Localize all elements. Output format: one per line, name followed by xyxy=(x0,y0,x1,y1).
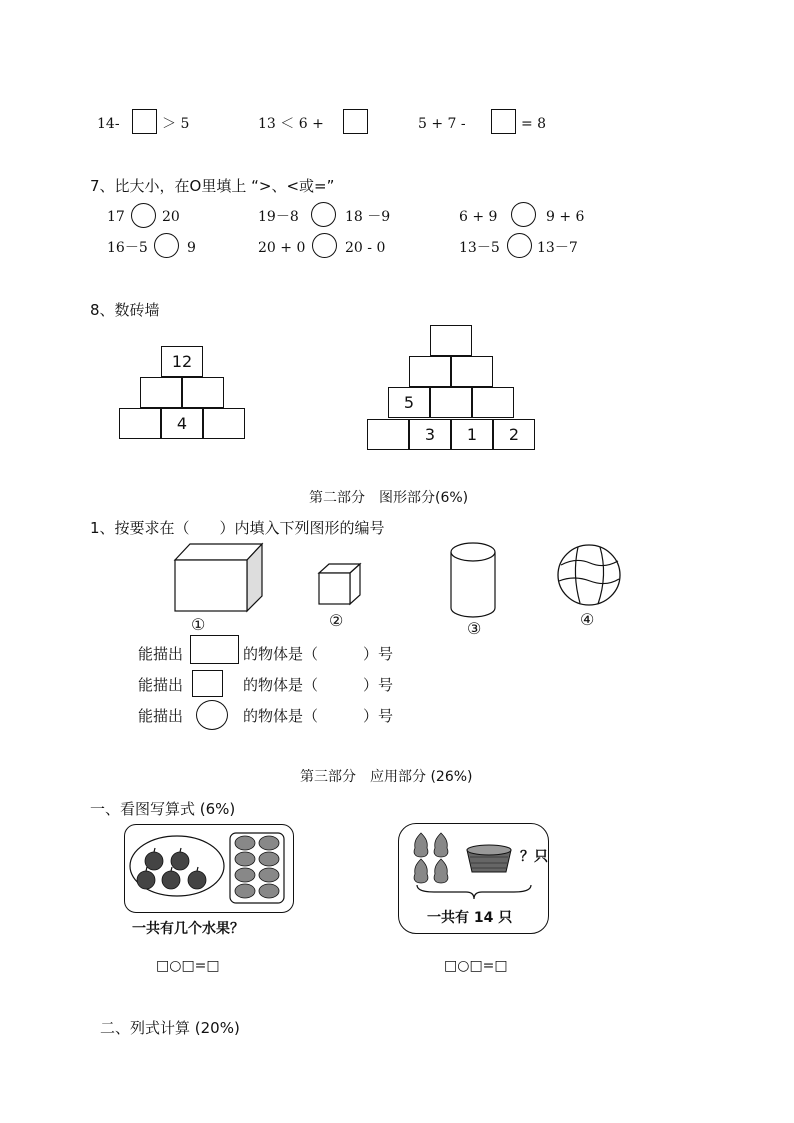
formula: □○□=□ xyxy=(156,958,220,974)
part2-q1-title: 1、按要求在（ ）内填入下列图形的编号 xyxy=(90,519,385,537)
cube-icon xyxy=(316,561,366,609)
cmp-right: 9 xyxy=(187,240,196,256)
ball-icon xyxy=(556,543,624,607)
compare-circle[interactable] xyxy=(312,233,337,258)
brace-icon xyxy=(414,882,534,902)
eq1-right: ＞ 5 xyxy=(162,116,190,132)
pic1-caption: 一共有几个水果？ xyxy=(132,921,244,937)
answer-box[interactable] xyxy=(491,109,516,134)
brick: 5 xyxy=(388,387,430,418)
compare-circle[interactable] xyxy=(154,233,179,258)
eq1-left: 14- xyxy=(97,116,120,132)
eq2-left: 13 ＜ 6 + xyxy=(258,116,324,132)
cylinder-icon xyxy=(448,541,498,621)
part2-heading: 第二部分 图形部分(6%) xyxy=(309,490,469,506)
brick[interactable] xyxy=(430,387,472,418)
cmp-left: 13－5 xyxy=(459,240,500,256)
square-icon xyxy=(192,670,223,697)
part3-heading: 第三部分 应用部分 (26%) xyxy=(300,769,473,785)
eq3-right: = 8 xyxy=(521,116,547,132)
basket-icon xyxy=(464,842,514,876)
brick[interactable] xyxy=(367,419,409,450)
brick[interactable] xyxy=(451,356,493,387)
cmp-left: 6 + 9 xyxy=(459,209,498,225)
cmp-right: 20 - 0 xyxy=(345,240,386,256)
brick[interactable] xyxy=(203,408,245,439)
brick: 2 xyxy=(493,419,535,450)
cmp-left: 16－5 xyxy=(107,240,148,256)
rectangle-icon xyxy=(190,635,239,664)
cmp-left: 19－8 xyxy=(258,209,299,225)
apples-icon xyxy=(127,833,227,899)
cmp-left: 17 xyxy=(107,209,125,225)
compare-circle[interactable] xyxy=(131,203,156,228)
brick: 4 xyxy=(161,408,203,439)
cmp-right: 13－7 xyxy=(537,240,578,256)
brick: 1 xyxy=(451,419,493,450)
cmp-right: 9 + 6 xyxy=(546,209,585,225)
answer-box[interactable] xyxy=(132,109,157,134)
shape-label: ② xyxy=(329,611,344,630)
cmp-right: 20 xyxy=(162,209,180,225)
line-pre: 能描出 xyxy=(138,676,184,694)
compare-circle[interactable] xyxy=(507,233,532,258)
part3-sub2: 二、列式计算 (20%) xyxy=(100,1019,240,1037)
brick[interactable] xyxy=(409,356,451,387)
cuboid-icon xyxy=(170,540,270,616)
line-post: 的物体是（ ）号 xyxy=(243,676,394,694)
answer-box[interactable] xyxy=(343,109,368,134)
shape-label: ① xyxy=(191,615,206,634)
brick[interactable] xyxy=(119,408,161,439)
line-pre: 能描出 xyxy=(138,645,184,663)
brick[interactable] xyxy=(430,325,472,356)
cmp-right: 18 －9 xyxy=(345,209,391,225)
part3-sub1: 一、看图写算式 (6%) xyxy=(90,800,236,818)
shape-label: ④ xyxy=(580,610,595,629)
eq3-left: 5 + 7 - xyxy=(418,116,466,132)
brick: 3 xyxy=(409,419,451,450)
pic2-caption: 一共有 14 只 xyxy=(427,910,513,926)
circle-icon xyxy=(196,700,228,730)
brick[interactable] xyxy=(182,377,224,408)
q7-title: 7、比大小，在O里填上 “>、<或=” xyxy=(90,177,335,195)
line-post: 的物体是（ ）号 xyxy=(243,707,394,725)
compare-circle[interactable] xyxy=(311,202,336,227)
pic2-question: ？只 xyxy=(520,849,548,865)
brick[interactable] xyxy=(140,377,182,408)
compare-circle[interactable] xyxy=(511,202,536,227)
cmp-left: 20 + 0 xyxy=(258,240,306,256)
formula: □○□=□ xyxy=(444,958,508,974)
q8-title: 8、数砖墙 xyxy=(90,301,160,319)
shape-label: ③ xyxy=(467,619,482,638)
oranges-tray-icon xyxy=(228,831,288,907)
line-pre: 能描出 xyxy=(138,707,184,725)
brick[interactable] xyxy=(472,387,514,418)
brick: 12 xyxy=(161,346,203,377)
pears-icon xyxy=(410,828,455,888)
line-post: 的物体是（ ）号 xyxy=(243,645,394,663)
